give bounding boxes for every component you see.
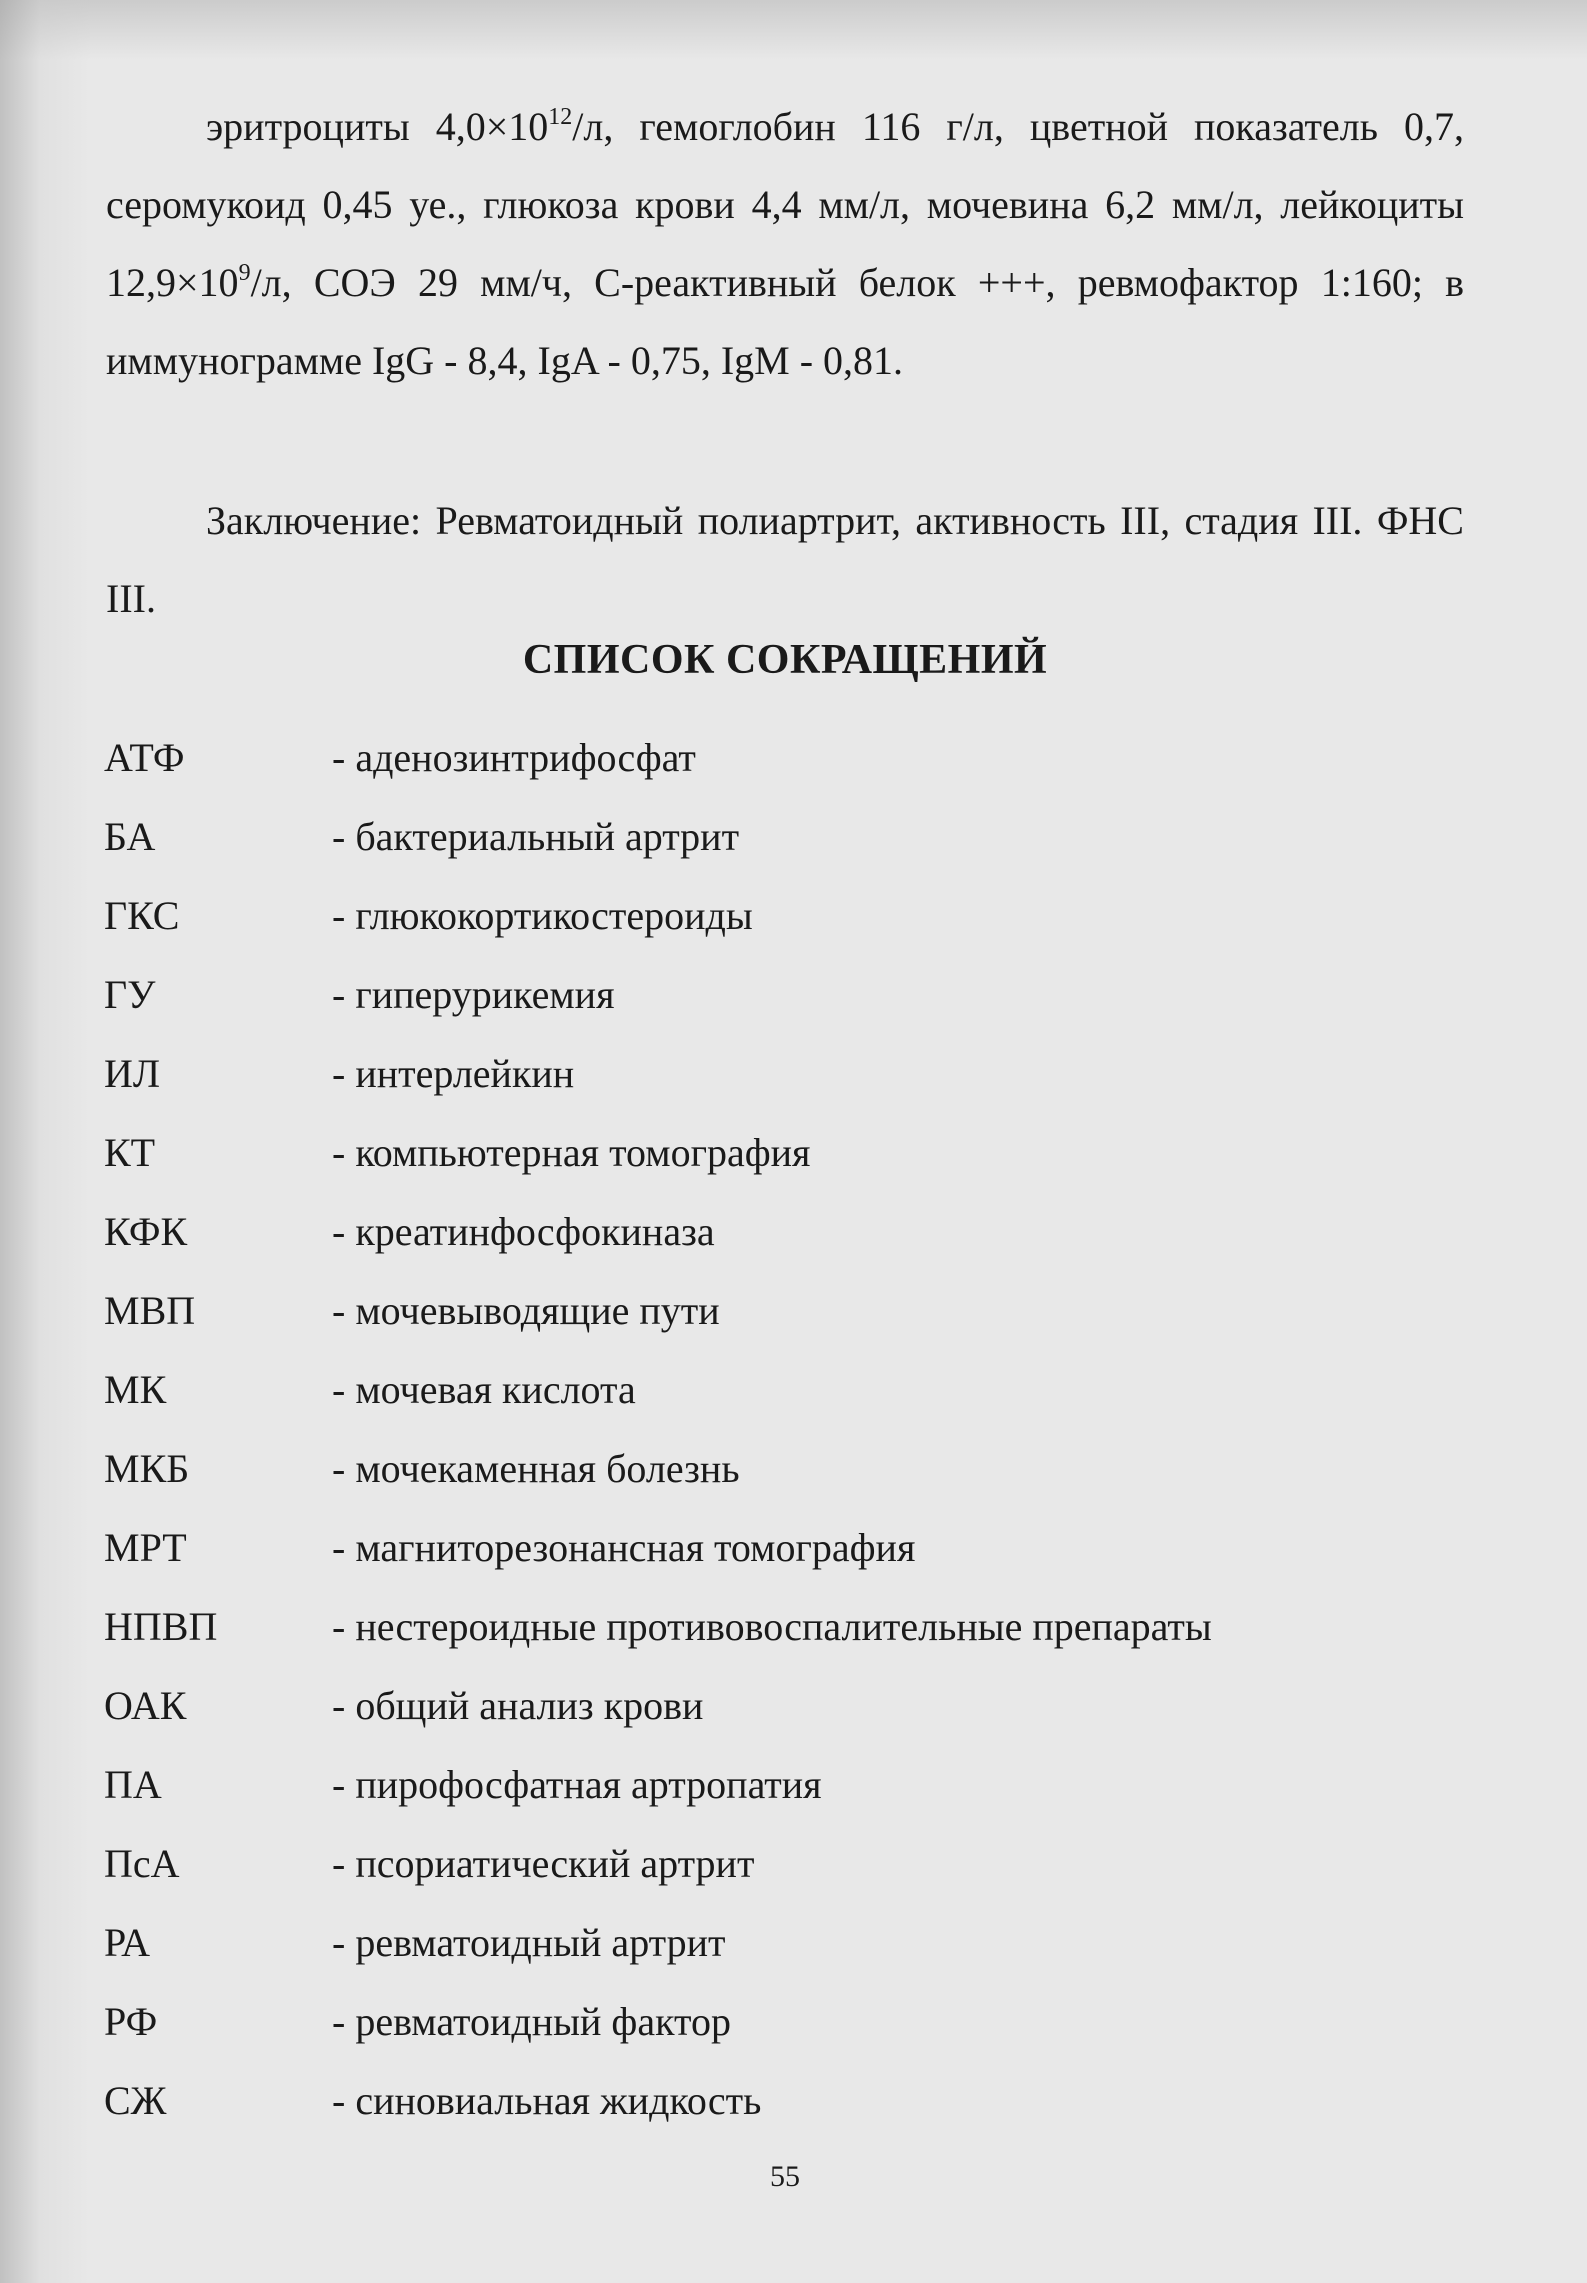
abbreviation-term: РА [104,1920,151,1965]
abbreviation-term: БА [104,814,156,859]
abbreviation-definition: - мочекаменная болезнь [332,1446,740,1491]
abbreviation-definition: - псориатический артрит [332,1841,755,1886]
abbreviation-row [104,1982,1404,2061]
abbreviation-definition: - ревматоидный фактор [332,1999,731,2044]
abbreviation-row [104,1271,1404,1350]
abbreviation-definition: - пирофосфатная артропатия [332,1762,822,1807]
abbreviation-row [104,1350,1404,1429]
abbreviation-definition: - мочевыводящие пути [332,1288,720,1333]
abbreviation-term: КТ [104,1130,156,1175]
abbreviation-definition: - интерлейкин [332,1051,575,1096]
abbreviation-row [104,1903,1404,1982]
lab-results-paragraph [106,88,1464,400]
abbreviation-term: ПА [104,1762,162,1807]
abbreviations-list [104,718,1404,2140]
abbreviation-row [104,1508,1404,1587]
abbreviation-term: СЖ [104,2078,167,2123]
exponent-leukocytes: 9 [238,259,251,286]
abbreviation-row [104,955,1404,1034]
abbreviation-term: ГУ [104,972,156,1017]
abbreviation-term: МК [104,1367,167,1412]
abbreviation-term: МРТ [104,1525,187,1570]
conclusion-paragraph: Заключение: Ревматоидный полиартрит, активность III, стадия III. ФНС III. [106,498,1464,621]
abbreviation-definition: - магниторезонансная томография [332,1525,916,1570]
abbreviation-term: ПсА [104,1841,180,1886]
abbreviation-definition: - аденозинтрифосфат [332,735,696,780]
abbreviation-row [104,1587,1404,1666]
abbreviation-row [104,876,1404,955]
abbreviation-row [104,1034,1404,1113]
abbreviation-row [104,1666,1404,1745]
abbreviation-definition: - нестероидные противовоспалительные препараты [332,1604,1212,1649]
lab-results-text-part1: эритроциты 4,0×10 [206,104,549,149]
abbreviation-term: КФК [104,1209,188,1254]
abbreviation-row [104,1113,1404,1192]
abbreviation-row [104,797,1404,876]
abbreviation-row [104,1429,1404,1508]
abbreviation-term: РФ [104,1999,158,2044]
exponent-erythrocytes: 12 [548,103,573,130]
abbreviation-row [104,1824,1404,1903]
page-number: 55 [770,2160,800,2193]
lab-results-text-part2: /л, гемоглобин 116 г/л, цветной показатель 0,7, серомукоид 0,45 уе., глюкоза крови 4,4 мм/л, мочевина 6,2 мм/л, лейкоциты 12,9×10 [106,104,1464,305]
abbreviation-row [104,1745,1404,1824]
abbreviation-definition: - общий анализ крови [332,1683,704,1728]
abbreviation-term: АТФ [104,735,185,780]
abbreviation-definition: - креатинфосфокиназа [332,1209,715,1254]
abbreviation-row [104,1192,1404,1271]
abbreviation-definition: - гиперурикемия [332,972,615,1017]
abbreviation-term: НПВП [104,1604,218,1649]
abbreviation-definition: - мочевая кислота [332,1367,636,1412]
abbreviation-term: ОАК [104,1683,187,1728]
abbreviation-term: ГКС [104,893,180,938]
abbreviations-heading: СПИСОК СОКРАЩЕНИЙ [522,637,1048,683]
abbreviation-term: ИЛ [104,1051,161,1096]
abbreviation-definition: - синовиальная жидкость [332,2078,762,2123]
abbreviation-definition: - ревматоидный артрит [332,1920,726,1965]
abbreviation-row [104,718,1404,797]
abbreviation-definition: - бактериальный артрит [332,814,740,859]
abbreviation-definition: - глюкокортикостероиды [332,893,753,938]
abbreviation-term: МВП [104,1288,196,1333]
abbreviation-row [104,2061,1404,2140]
abbreviation-definition: - компьютерная томография [332,1130,811,1175]
abbreviation-term: МКБ [104,1446,190,1491]
lab-results-text-part3: /л, СОЭ 29 мм/ч, С-реактивный белок +++, ревмофактор 1:160; в иммунограмме IgG - 8,4, IgA - 0,75, IgM - 0,81. [106,260,1464,383]
